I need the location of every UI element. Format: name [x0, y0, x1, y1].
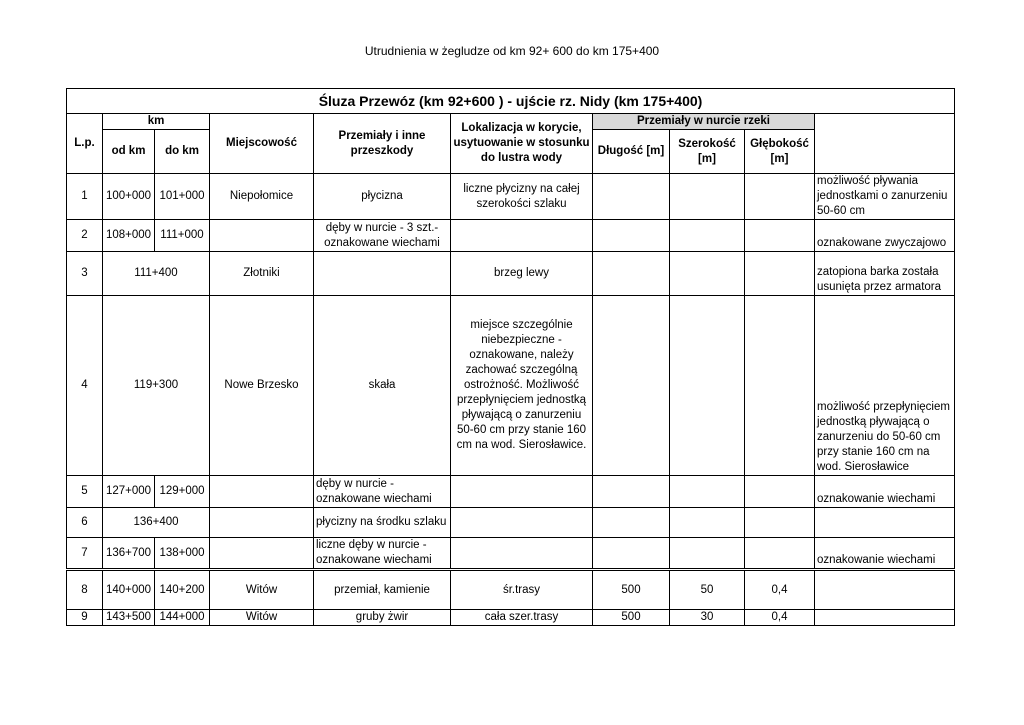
cell-glebokosc — [745, 220, 815, 252]
cell-miejscowosc: Niepołomice — [210, 174, 314, 220]
cell-od-km: 140+000 — [103, 570, 155, 610]
cell-dlugosc — [593, 174, 670, 220]
cell-lokalizacja — [451, 476, 593, 508]
cell-km: 119+300 — [103, 296, 210, 476]
cell-lokalizacja: miejsce szczególnie niebezpieczne - oznakowane, należy zachować szczególną ostrożność. Możliwość przepłynięciem jednostką pływającą o zanurzeniu 50-60 cm przy stanie 160 cm na wod. Sierosławice. — [451, 296, 593, 476]
table-row — [67, 610, 955, 626]
cell-dlugosc: 500 — [593, 610, 670, 626]
cell-do-km: 129+000 — [155, 476, 210, 508]
cell-do-km: 140+200 — [155, 570, 210, 610]
section-title: Śluza Przewóz (km 92+600 ) - ujście rz. Nidy (km 175+400) — [67, 89, 955, 114]
header-do-km: do km — [155, 130, 210, 174]
cell-dlugosc — [593, 252, 670, 296]
document-title: Utrudnienia w żegludze od km 92+ 600 do km 175+400 — [364, 44, 660, 58]
cell-szerokosc — [670, 296, 745, 476]
cell-miejscowosc: Złotniki — [210, 252, 314, 296]
obstacles-table — [66, 88, 955, 626]
cell-przeszkoda: gruby żwir — [314, 610, 451, 626]
cell-przeszkoda: przemiał, kamienie — [314, 570, 451, 610]
cell-lp: 8 — [67, 570, 103, 610]
cell-uwagi: oznakowane zwyczajowo — [815, 220, 955, 252]
cell-szerokosc — [670, 252, 745, 296]
cell-dlugosc — [593, 538, 670, 570]
header-dlugosc: Długość [m] — [593, 130, 670, 174]
cell-szerokosc — [670, 538, 745, 570]
cell-do-km: 111+000 — [155, 220, 210, 252]
cell-dlugosc — [593, 220, 670, 252]
cell-lokalizacja — [451, 508, 593, 538]
cell-miejscowosc: Witów — [210, 570, 314, 610]
cell-do-km: 144+000 — [155, 610, 210, 626]
header-km: km — [103, 114, 210, 130]
cell-od-km: 100+000 — [103, 174, 155, 220]
cell-dlugosc: 500 — [593, 570, 670, 610]
cell-miejscowosc — [210, 538, 314, 570]
cell-uwagi — [815, 570, 955, 610]
cell-uwagi: możliwość pływania jednostkami o zanurzeniu 50-60 cm — [815, 174, 955, 220]
cell-lokalizacja — [451, 538, 593, 570]
cell-uwagi — [815, 610, 955, 626]
cell-lp: 4 — [67, 296, 103, 476]
cell-szerokosc: 50 — [670, 570, 745, 610]
cell-przeszkoda: płycizny na środku szlaku — [314, 508, 451, 538]
cell-miejscowosc — [210, 508, 314, 538]
cell-km: 136+400 — [103, 508, 210, 538]
cell-lp: 1 — [67, 174, 103, 220]
cell-glebokosc — [745, 174, 815, 220]
table-row — [67, 476, 955, 508]
cell-miejscowosc — [210, 476, 314, 508]
cell-szerokosc — [670, 174, 745, 220]
cell-dlugosc — [593, 296, 670, 476]
cell-dlugosc — [593, 476, 670, 508]
header-uwagi — [815, 114, 955, 174]
cell-miejscowosc: Nowe Brzesko — [210, 296, 314, 476]
cell-lokalizacja: cała szer.trasy — [451, 610, 593, 626]
cell-glebokosc — [745, 508, 815, 538]
table-row — [67, 296, 955, 476]
cell-uwagi: oznakowanie wiechami — [815, 476, 955, 508]
header-lokalizacja: Lokalizacja w korycie, usytuowanie w stosunku do lustra wody — [451, 114, 593, 174]
cell-od-km: 127+000 — [103, 476, 155, 508]
cell-od-km: 143+500 — [103, 610, 155, 626]
table-row — [67, 252, 955, 296]
cell-lokalizacja: śr.trasy — [451, 570, 593, 610]
header-przemialy-nurt: Przemiały w nurcie rzeki — [593, 114, 815, 130]
header-miejscowosc: Miejscowość — [210, 114, 314, 174]
table-row — [67, 538, 955, 570]
cell-od-km: 108+000 — [103, 220, 155, 252]
cell-do-km: 101+000 — [155, 174, 210, 220]
cell-uwagi — [815, 508, 955, 538]
cell-lp: 9 — [67, 610, 103, 626]
table-row — [67, 220, 955, 252]
cell-lokalizacja: liczne płycizny na całej szerokości szlaku — [451, 174, 593, 220]
cell-glebokosc — [745, 476, 815, 508]
header-glebokosc: Głębokość [m] — [745, 130, 815, 174]
header-lp: L.p. — [67, 114, 103, 174]
cell-szerokosc: 30 — [670, 610, 745, 626]
table-row — [67, 174, 955, 220]
cell-miejscowosc — [210, 220, 314, 252]
cell-przeszkoda: skała — [314, 296, 451, 476]
cell-lp: 3 — [67, 252, 103, 296]
cell-przeszkoda: płycizna — [314, 174, 451, 220]
cell-od-km: 136+700 — [103, 538, 155, 570]
cell-uwagi: zatopiona barka została usunięta przez armatora — [815, 252, 955, 296]
cell-glebokosc — [745, 252, 815, 296]
header-od-km: od km — [103, 130, 155, 174]
cell-szerokosc — [670, 508, 745, 538]
cell-lp: 2 — [67, 220, 103, 252]
cell-lokalizacja — [451, 220, 593, 252]
cell-lp: 5 — [67, 476, 103, 508]
cell-lokalizacja: brzeg lewy — [451, 252, 593, 296]
cell-przeszkoda: dęby w nurcie - oznakowane wiechami — [314, 476, 451, 508]
table-row — [67, 570, 955, 610]
cell-uwagi: oznakowanie wiechami — [815, 538, 955, 570]
cell-glebokosc — [745, 296, 815, 476]
cell-lp: 6 — [67, 508, 103, 538]
cell-przeszkoda: dęby w nurcie - 3 szt.- oznakowane wiechami — [314, 220, 451, 252]
cell-szerokosc — [670, 476, 745, 508]
cell-przeszkoda: liczne dęby w nurcie - oznakowane wiechami — [314, 538, 451, 570]
cell-dlugosc — [593, 508, 670, 538]
cell-km: 111+400 — [103, 252, 210, 296]
header-przemialy: Przemiały i inne przeszkody — [314, 114, 451, 174]
cell-do-km: 138+000 — [155, 538, 210, 570]
cell-przeszkoda — [314, 252, 451, 296]
cell-miejscowosc: Witów — [210, 610, 314, 626]
cell-glebokosc: 0,4 — [745, 570, 815, 610]
cell-lp: 7 — [67, 538, 103, 570]
cell-glebokosc: 0,4 — [745, 610, 815, 626]
table-row — [67, 508, 955, 538]
cell-uwagi: możliwość przepłynięciem jednostką pływającą o zanurzeniu do 50-60 cm przy stanie 160 cm na wod. Sierosławice — [815, 296, 955, 476]
cell-szerokosc — [670, 220, 745, 252]
header-szerokosc: Szerokość [m] — [670, 130, 745, 174]
cell-glebokosc — [745, 538, 815, 570]
